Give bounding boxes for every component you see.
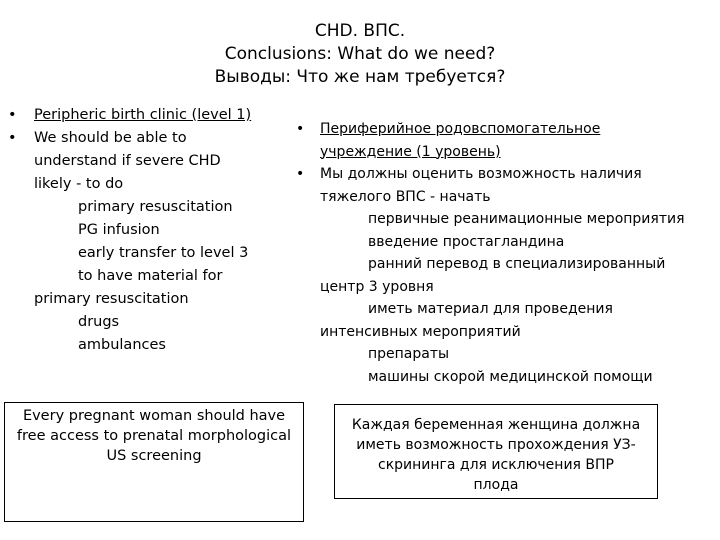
english-sub-1: primary resuscitation (78, 199, 233, 215)
english-box-line-2: free access to prenatal morphological (16, 428, 292, 444)
english-item-2-line-1: We should be able to (34, 130, 187, 146)
russian-item-2-line-1: Мы должны оценить возможность наличия (320, 166, 642, 182)
english-bullet-2 (8, 127, 288, 196)
russian-box-line-3: скрининга для исключения ВПР (378, 457, 614, 473)
russian-sub-1: первичные реанимационные мероприятия (368, 211, 685, 227)
slide-title (150, 20, 570, 89)
russian-item-2-line-2: тяжелого ВПС - начать (320, 188, 491, 205)
english-box-line-1: Every pregnant woman should have (22, 408, 286, 424)
russian-column (296, 118, 716, 388)
russian-sub-2: введение простагландина (368, 233, 565, 250)
english-sub-3: early transfer to level 3 (78, 245, 249, 261)
english-sub-5: drugs (78, 314, 120, 330)
bullet-marker: • (296, 121, 305, 137)
english-sub-4-line-2: primary resuscitation (34, 291, 189, 307)
english-item-2-line-2: understand if severe CHD (34, 153, 221, 169)
russian-screening-box (334, 404, 658, 499)
russian-item-1-line-2: учреждение (1 уровень) (320, 143, 501, 160)
russian-sub-4-line-1: иметь материал для проведения (368, 301, 613, 317)
russian-bullet-2 (296, 163, 716, 208)
title-line-3: Выводы: Что же нам требуется? (214, 67, 506, 87)
russian-bullet-1 (296, 118, 716, 163)
english-column (8, 104, 288, 357)
bullet-marker: • (8, 107, 17, 123)
russian-box-line-2: иметь возможность прохождения УЗ- (356, 437, 636, 453)
russian-sub-3-line-1: ранний перевод в специализированный (368, 256, 666, 272)
english-item-1: Peripheric birth clinic (level 1) (34, 107, 252, 123)
bullet-marker: • (296, 166, 305, 182)
russian-box-line-4: плода (473, 477, 519, 493)
russian-sub-6: машины скорой медицинской помощи (368, 368, 653, 385)
russian-sub-4-line-2: интенсивных мероприятий (320, 323, 521, 340)
russian-sub-5: препараты (368, 346, 450, 362)
title-line-1: CHD. ВПС. (314, 21, 406, 41)
russian-sub-3-line-2: центр 3 уровня (320, 278, 434, 295)
english-sub-2: PG infusion (78, 222, 160, 238)
russian-item-1-line-1: Периферийное родовспомогательное (320, 121, 601, 137)
bullet-marker: • (8, 130, 17, 146)
english-sub-6: ambulances (78, 337, 166, 353)
english-screening-box (4, 402, 304, 522)
title-line-2: Conclusions: What do we need? (224, 44, 496, 64)
english-box-line-3: US screening (106, 448, 202, 464)
english-bullet-1 (8, 104, 288, 127)
russian-box-line-1: Каждая беременная женщина должна (351, 417, 641, 433)
english-sub-4-line-1: to have material for (78, 268, 223, 284)
english-item-2-line-3: likely - to do (34, 176, 124, 192)
